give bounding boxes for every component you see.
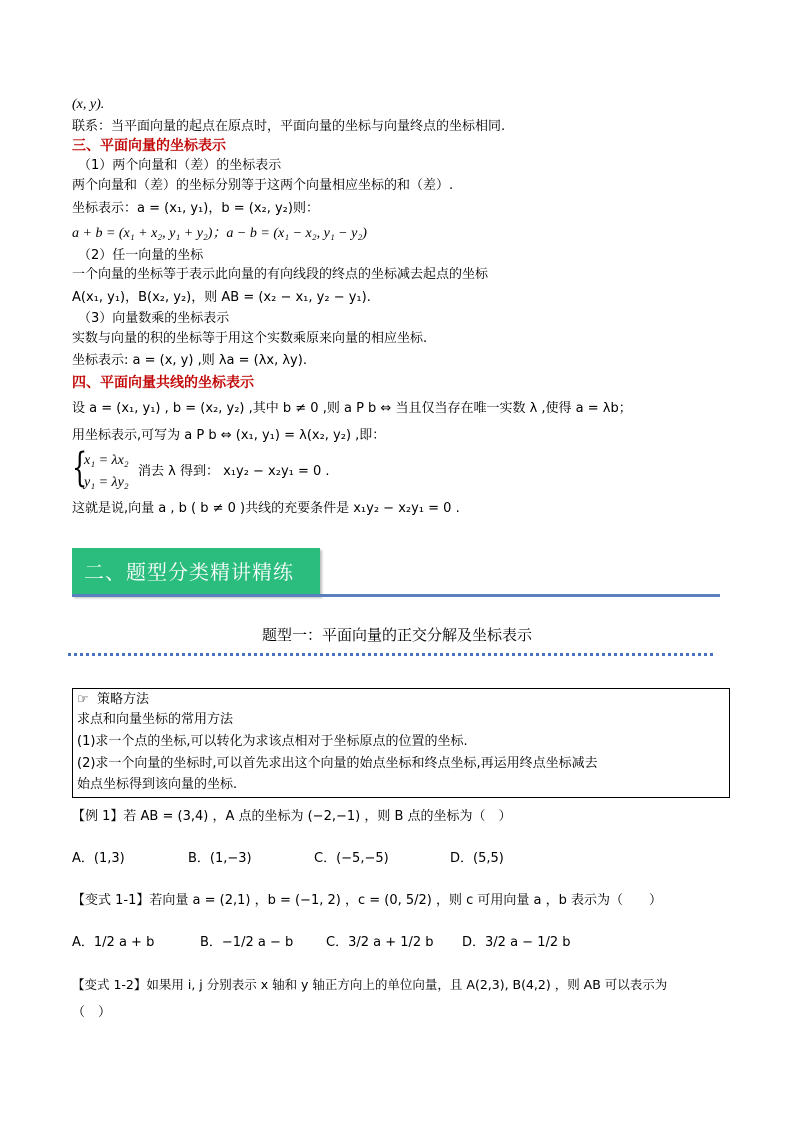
text-line: （1）两个向量和（差）的坐标表示 — [78, 158, 282, 173]
formula-line: 坐标表示: a = (x, y) ,则 λa = (λx, λy). — [72, 353, 307, 368]
option-a: A．(1,3) — [72, 851, 125, 866]
strategy-line: 始点坐标得到该向量的坐标. — [77, 777, 238, 792]
system-eq: y₁ = λy₂ — [84, 475, 129, 490]
text-line: （3）向量数乘的坐标表示 — [78, 311, 230, 326]
strategy-line: (1)求一个点的坐标,可以转化为求该点相对于坐标原点的位置的坐标. — [77, 734, 468, 749]
formula-line: 这就是说,向量 a , b ( b ≠ 0 )共线的充要条件是 x₁y₂ − x₂y₁ = 0 . — [72, 501, 460, 516]
brace: { — [72, 445, 88, 491]
formula-line: 消去 λ 得到： x₁y₂ − x₂y₁ = 0 . — [138, 464, 330, 479]
example-question: 【变式 1-2】如果用 i, j 分别表示 x 轴和 y 轴正方向上的单位向量，且 A(2,3), B(4,2) ，则 AB 可以表示为 — [72, 977, 668, 992]
strategy-line: (2)求一个向量的坐标时,可以首先求出这个向量的始点坐标和终点坐标,再运用终点坐标减去 — [77, 756, 598, 771]
formula-line: A(x₁, y₁)，B(x₂, y₂)，则 AB = (x₂ − x₁, y₂ − y₁). — [72, 290, 371, 305]
text-line: （2）任一向量的坐标 — [78, 248, 204, 263]
text-line: 联系：当平面向量的起点在原点时，平面向量的坐标与向量终点的坐标相同. — [72, 119, 506, 134]
example-question: 【变式 1-1】若向量 a = (2,1) ，b = (−1, 2) ，c = (0, 5/2) ，则 c 可用向量 a ，b 表示为（ ） — [72, 893, 663, 908]
option-c: C．(−5,−5) — [314, 851, 389, 866]
option-a: A．1/2 a + b — [72, 935, 155, 950]
example-question: 【例 1】若 AB = (3,4) ，A 点的坐标为 (−2,−1) ，则 B 点的坐标为（ ） — [72, 809, 512, 824]
section-heading: 四、平面向量共线的坐标表示 — [72, 375, 254, 391]
dotted-divider — [68, 653, 713, 656]
formula-line: a + b = (x₁ + x₂, y₁ + y₂)；a − b = (x₁ − x₂, y₁ − y₂) — [72, 226, 367, 241]
strategy-header — [77, 691, 149, 709]
option-c: C．3/2 a + 1/2 b — [326, 935, 434, 950]
formula-line: 用坐标表示,可写为 a P b ⇔ (x₁, y₁) = λ(x₂, y₂) ,即： — [72, 428, 386, 443]
option-d: D．(5,5) — [450, 851, 504, 866]
section-heading: 三、平面向量的坐标表示 — [72, 138, 226, 154]
strategy-title: 策略方法 — [97, 692, 150, 707]
text-line: 实数与向量的积的坐标等于用这个实数乘原来向量的相应坐标. — [72, 331, 428, 346]
text-line: 一个向量的坐标等于表示此向量的有向线段的终点的坐标减去起点的坐标 — [72, 267, 489, 282]
strategy-line: 求点和向量坐标的常用方法 — [77, 712, 234, 727]
option-d: D．3/2 a − 1/2 b — [462, 935, 571, 950]
formula-line: 坐标表示：a = (x₁, y₁)，b = (x₂, y₂)则： — [72, 201, 319, 216]
example-question-tail: （ ） — [72, 1005, 112, 1020]
topic-title: 题型一：平面向量的正交分解及坐标表示 — [261, 626, 532, 644]
text-line: (x, y). — [72, 97, 105, 112]
divider — [72, 594, 720, 597]
system-eq: x₁ = λx₂ — [84, 453, 129, 468]
option-b: B．−1/2 a − b — [200, 935, 294, 950]
section-banner: 二、题型分类精讲精练 — [72, 548, 320, 596]
pointing-hand-icon: ☞ — [77, 692, 89, 707]
formula-line: 设 a = (x₁, y₁) , b = (x₂, y₂) ,其中 b ≠ 0 ,则 a P b ⇔ 当且仅当存在唯一实数 λ ,使得 a = λb； — [72, 401, 632, 416]
option-b: B．(1,−3) — [188, 851, 252, 866]
strategy-box — [72, 688, 730, 798]
text-line: 两个向量和（差）的坐标分别等于这两个向量相应坐标的和（差）. — [72, 178, 454, 193]
